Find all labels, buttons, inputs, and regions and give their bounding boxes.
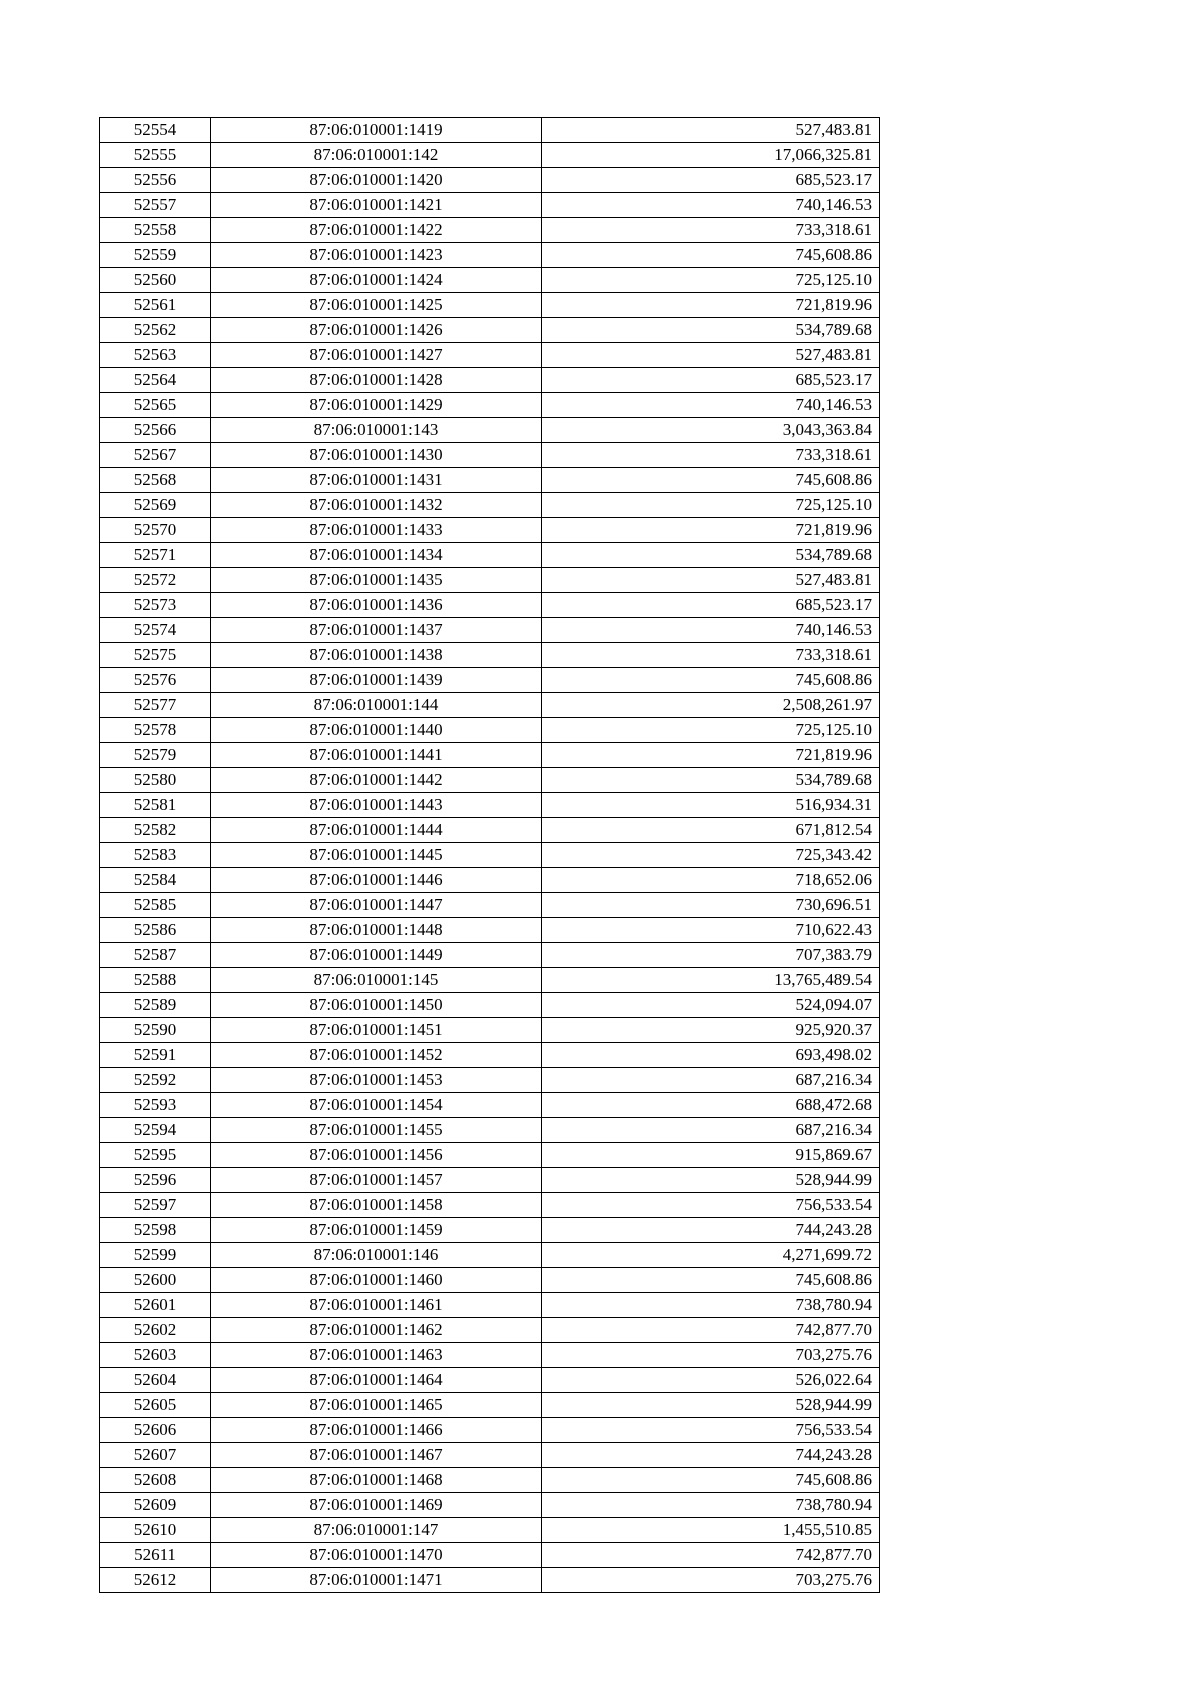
cadastral-value-cell: 534,789.68 (542, 543, 880, 568)
table-row (100, 368, 880, 393)
table-row (100, 1118, 880, 1143)
table-row (100, 668, 880, 693)
cadastral-value-cell: 725,343.42 (542, 843, 880, 868)
table-row (100, 1268, 880, 1293)
cadastral-value-cell: 528,944.99 (542, 1393, 880, 1418)
row-number-cell: 52607 (100, 1443, 211, 1468)
cadastral-number-cell: 87:06:010001:1424 (211, 268, 542, 293)
cadastral-value-cell: 1,455,510.85 (542, 1518, 880, 1543)
cadastral-number-cell: 87:06:010001:146 (211, 1243, 542, 1268)
table-row (100, 1218, 880, 1243)
cadastral-number-cell: 87:06:010001:1430 (211, 443, 542, 468)
table-row (100, 418, 880, 443)
cadastral-number-cell: 87:06:010001:1420 (211, 168, 542, 193)
row-number-cell: 52564 (100, 368, 211, 393)
row-number-cell: 52609 (100, 1493, 211, 1518)
row-number-cell: 52572 (100, 568, 211, 593)
table-row (100, 1193, 880, 1218)
cadastral-number-cell: 87:06:010001:1462 (211, 1318, 542, 1343)
row-number-cell: 52588 (100, 968, 211, 993)
table-row (100, 568, 880, 593)
cadastral-value-cell: 528,944.99 (542, 1168, 880, 1193)
row-number-cell: 52598 (100, 1218, 211, 1243)
table-row (100, 118, 880, 143)
cadastral-value-cell: 744,243.28 (542, 1218, 880, 1243)
cadastral-number-cell: 87:06:010001:1463 (211, 1343, 542, 1368)
row-number-cell: 52554 (100, 118, 211, 143)
cadastral-number-cell: 87:06:010001:145 (211, 968, 542, 993)
cadastral-number-cell: 87:06:010001:1444 (211, 818, 542, 843)
cadastral-value-cell: 687,216.34 (542, 1118, 880, 1143)
cadastral-number-cell: 87:06:010001:144 (211, 693, 542, 718)
cadastral-number-cell: 87:06:010001:1436 (211, 593, 542, 618)
row-number-cell: 52611 (100, 1543, 211, 1568)
table-row (100, 1043, 880, 1068)
cadastral-value-cell: 733,318.61 (542, 443, 880, 468)
cadastral-value-cell: 745,608.86 (542, 668, 880, 693)
row-number-cell: 52558 (100, 218, 211, 243)
cadastral-number-cell: 87:06:010001:1431 (211, 468, 542, 493)
cadastral-value-cell: 745,608.86 (542, 243, 880, 268)
row-number-cell: 52581 (100, 793, 211, 818)
cadastral-value-cell: 17,066,325.81 (542, 143, 880, 168)
row-number-cell: 52577 (100, 693, 211, 718)
cadastral-value-cell: 738,780.94 (542, 1293, 880, 1318)
row-number-cell: 52589 (100, 993, 211, 1018)
row-number-cell: 52591 (100, 1043, 211, 1068)
table-row (100, 593, 880, 618)
cadastral-number-cell: 87:06:010001:1448 (211, 918, 542, 943)
row-number-cell: 52568 (100, 468, 211, 493)
cadastral-number-cell: 87:06:010001:1427 (211, 343, 542, 368)
row-number-cell: 52606 (100, 1418, 211, 1443)
cadastral-value-cell: 524,094.07 (542, 993, 880, 1018)
cadastral-value-cell: 707,383.79 (542, 943, 880, 968)
cadastral-value-cell: 733,318.61 (542, 643, 880, 668)
cadastral-number-cell: 87:06:010001:1428 (211, 368, 542, 393)
cadastral-number-cell: 87:06:010001:1452 (211, 1043, 542, 1068)
table-row (100, 318, 880, 343)
cadastral-number-cell: 87:06:010001:1456 (211, 1143, 542, 1168)
cadastral-number-cell: 87:06:010001:1443 (211, 793, 542, 818)
table-row (100, 693, 880, 718)
table-row (100, 643, 880, 668)
cadastral-number-cell: 87:06:010001:1470 (211, 1543, 542, 1568)
table-row (100, 193, 880, 218)
table-row (100, 143, 880, 168)
cadastral-number-cell: 87:06:010001:1460 (211, 1268, 542, 1293)
cadastral-value-cell: 745,608.86 (542, 1468, 880, 1493)
row-number-cell: 52594 (100, 1118, 211, 1143)
row-number-cell: 52600 (100, 1268, 211, 1293)
cadastral-value-cell: 4,271,699.72 (542, 1243, 880, 1268)
table-row (100, 1343, 880, 1368)
table-row (100, 293, 880, 318)
cadastral-value-cell: 703,275.76 (542, 1568, 880, 1593)
row-number-cell: 52585 (100, 893, 211, 918)
cadastral-number-cell: 87:06:010001:1441 (211, 743, 542, 768)
table-row (100, 918, 880, 943)
row-number-cell: 52573 (100, 593, 211, 618)
cadastral-value-cell: 671,812.54 (542, 818, 880, 843)
table-row (100, 943, 880, 968)
row-number-cell: 52569 (100, 493, 211, 518)
cadastral-value-table (99, 117, 880, 1593)
cadastral-number-cell: 87:06:010001:1453 (211, 1068, 542, 1093)
row-number-cell: 52567 (100, 443, 211, 468)
cadastral-number-cell: 87:06:010001:1465 (211, 1393, 542, 1418)
cadastral-value-cell: 744,243.28 (542, 1443, 880, 1468)
cadastral-number-cell: 87:06:010001:1464 (211, 1368, 542, 1393)
row-number-cell: 52601 (100, 1293, 211, 1318)
row-number-cell: 52570 (100, 518, 211, 543)
row-number-cell: 52555 (100, 143, 211, 168)
row-number-cell: 52604 (100, 1368, 211, 1393)
row-number-cell: 52562 (100, 318, 211, 343)
table-row (100, 243, 880, 268)
table-row (100, 168, 880, 193)
row-number-cell: 52566 (100, 418, 211, 443)
table-row (100, 868, 880, 893)
cadastral-value-cell: 2,508,261.97 (542, 693, 880, 718)
table-row (100, 1293, 880, 1318)
row-number-cell: 52576 (100, 668, 211, 693)
cadastral-value-cell: 725,125.10 (542, 268, 880, 293)
cadastral-value-cell: 738,780.94 (542, 1493, 880, 1518)
row-number-cell: 52596 (100, 1168, 211, 1193)
table-row (100, 1443, 880, 1468)
table-row (100, 968, 880, 993)
cadastral-number-cell: 87:06:010001:1426 (211, 318, 542, 343)
table-row (100, 1143, 880, 1168)
table-row (100, 1243, 880, 1268)
cadastral-number-cell: 87:06:010001:1419 (211, 118, 542, 143)
cadastral-value-cell: 3,043,363.84 (542, 418, 880, 443)
table-row (100, 443, 880, 468)
table-row (100, 1468, 880, 1493)
cadastral-value-cell: 730,696.51 (542, 893, 880, 918)
cadastral-number-cell: 87:06:010001:1438 (211, 643, 542, 668)
row-number-cell: 52597 (100, 1193, 211, 1218)
table-row (100, 1518, 880, 1543)
row-number-cell: 52574 (100, 618, 211, 643)
row-number-cell: 52559 (100, 243, 211, 268)
cadastral-value-cell: 527,483.81 (542, 343, 880, 368)
row-number-cell: 52575 (100, 643, 211, 668)
cadastral-value-cell: 703,275.76 (542, 1343, 880, 1368)
table-row (100, 218, 880, 243)
table-row (100, 1568, 880, 1593)
row-number-cell: 52582 (100, 818, 211, 843)
table-row (100, 1018, 880, 1043)
table-row (100, 1493, 880, 1518)
table-row (100, 743, 880, 768)
cadastral-number-cell: 87:06:010001:1461 (211, 1293, 542, 1318)
cadastral-number-cell: 87:06:010001:1449 (211, 943, 542, 968)
row-number-cell: 52561 (100, 293, 211, 318)
cadastral-number-cell: 87:06:010001:1457 (211, 1168, 542, 1193)
row-number-cell: 52556 (100, 168, 211, 193)
table-row (100, 993, 880, 1018)
cadastral-number-cell: 87:06:010001:143 (211, 418, 542, 443)
table-row (100, 1418, 880, 1443)
cadastral-value-cell: 13,765,489.54 (542, 968, 880, 993)
cadastral-number-cell: 87:06:010001:1425 (211, 293, 542, 318)
cadastral-number-cell: 87:06:010001:1454 (211, 1093, 542, 1118)
cadastral-number-cell: 87:06:010001:1467 (211, 1443, 542, 1468)
cadastral-value-cell: 742,877.70 (542, 1318, 880, 1343)
table-row (100, 1368, 880, 1393)
cadastral-number-cell: 87:06:010001:1432 (211, 493, 542, 518)
cadastral-number-cell: 87:06:010001:1455 (211, 1118, 542, 1143)
cadastral-value-cell: 740,146.53 (542, 193, 880, 218)
row-number-cell: 52571 (100, 543, 211, 568)
cadastral-number-cell: 87:06:010001:1433 (211, 518, 542, 543)
row-number-cell: 52599 (100, 1243, 211, 1268)
table-body (100, 118, 880, 1593)
cadastral-value-cell: 693,498.02 (542, 1043, 880, 1068)
row-number-cell: 52595 (100, 1143, 211, 1168)
cadastral-value-cell: 733,318.61 (542, 218, 880, 243)
cadastral-value-cell: 710,622.43 (542, 918, 880, 943)
table-row (100, 768, 880, 793)
cadastral-value-cell: 527,483.81 (542, 118, 880, 143)
table-row (100, 393, 880, 418)
cadastral-value-cell: 925,920.37 (542, 1018, 880, 1043)
cadastral-value-cell: 721,819.96 (542, 293, 880, 318)
cadastral-number-cell: 87:06:010001:1423 (211, 243, 542, 268)
table-row (100, 268, 880, 293)
cadastral-value-cell: 534,789.68 (542, 318, 880, 343)
table-row (100, 1068, 880, 1093)
row-number-cell: 52602 (100, 1318, 211, 1343)
row-number-cell: 52557 (100, 193, 211, 218)
cadastral-number-cell: 87:06:010001:1445 (211, 843, 542, 868)
cadastral-value-cell: 527,483.81 (542, 568, 880, 593)
table-row (100, 718, 880, 743)
cadastral-number-cell: 87:06:010001:1440 (211, 718, 542, 743)
cadastral-value-cell: 742,877.70 (542, 1543, 880, 1568)
cadastral-value-cell: 718,652.06 (542, 868, 880, 893)
row-number-cell: 52578 (100, 718, 211, 743)
cadastral-number-cell: 87:06:010001:1459 (211, 1218, 542, 1243)
cadastral-number-cell: 87:06:010001:1434 (211, 543, 542, 568)
table-row (100, 468, 880, 493)
table-row (100, 1168, 880, 1193)
cadastral-number-cell: 87:06:010001:1429 (211, 393, 542, 418)
cadastral-number-cell: 87:06:010001:142 (211, 143, 542, 168)
table-row (100, 1093, 880, 1118)
table-row (100, 893, 880, 918)
row-number-cell: 52593 (100, 1093, 211, 1118)
cadastral-value-cell: 685,523.17 (542, 593, 880, 618)
row-number-cell: 52603 (100, 1343, 211, 1368)
cadastral-value-cell: 725,125.10 (542, 493, 880, 518)
row-number-cell: 52579 (100, 743, 211, 768)
cadastral-value-cell: 756,533.54 (542, 1193, 880, 1218)
cadastral-value-cell: 687,216.34 (542, 1068, 880, 1093)
table-row (100, 618, 880, 643)
cadastral-value-cell: 740,146.53 (542, 393, 880, 418)
row-number-cell: 52605 (100, 1393, 211, 1418)
row-number-cell: 52587 (100, 943, 211, 968)
row-number-cell: 52563 (100, 343, 211, 368)
cadastral-value-cell: 534,789.68 (542, 768, 880, 793)
cadastral-number-cell: 87:06:010001:1469 (211, 1493, 542, 1518)
cadastral-value-cell: 725,125.10 (542, 718, 880, 743)
row-number-cell: 52580 (100, 768, 211, 793)
row-number-cell: 52608 (100, 1468, 211, 1493)
row-number-cell: 52590 (100, 1018, 211, 1043)
row-number-cell: 52565 (100, 393, 211, 418)
cadastral-number-cell: 87:06:010001:1421 (211, 193, 542, 218)
cadastral-number-cell: 87:06:010001:1466 (211, 1418, 542, 1443)
table-row (100, 518, 880, 543)
cadastral-number-cell: 87:06:010001:1439 (211, 668, 542, 693)
table-row (100, 543, 880, 568)
cadastral-number-cell: 87:06:010001:1468 (211, 1468, 542, 1493)
cadastral-number-cell: 87:06:010001:1450 (211, 993, 542, 1018)
cadastral-number-cell: 87:06:010001:1422 (211, 218, 542, 243)
table-row (100, 793, 880, 818)
row-number-cell: 52610 (100, 1518, 211, 1543)
cadastral-number-cell: 87:06:010001:1458 (211, 1193, 542, 1218)
row-number-cell: 52560 (100, 268, 211, 293)
table-row (100, 343, 880, 368)
table-row (100, 818, 880, 843)
cadastral-number-cell: 87:06:010001:1471 (211, 1568, 542, 1593)
cadastral-value-cell: 685,523.17 (542, 368, 880, 393)
cadastral-value-cell: 685,523.17 (542, 168, 880, 193)
row-number-cell: 52586 (100, 918, 211, 943)
table-row (100, 1393, 880, 1418)
cadastral-number-cell: 87:06:010001:1451 (211, 1018, 542, 1043)
cadastral-value-cell: 756,533.54 (542, 1418, 880, 1443)
table-row (100, 1318, 880, 1343)
cadastral-value-cell: 526,022.64 (542, 1368, 880, 1393)
cadastral-value-cell: 721,819.96 (542, 743, 880, 768)
row-number-cell: 52592 (100, 1068, 211, 1093)
cadastral-number-cell: 87:06:010001:1437 (211, 618, 542, 643)
cadastral-number-cell: 87:06:010001:1447 (211, 893, 542, 918)
cadastral-number-cell: 87:06:010001:1435 (211, 568, 542, 593)
cadastral-number-cell: 87:06:010001:1446 (211, 868, 542, 893)
cadastral-value-cell: 721,819.96 (542, 518, 880, 543)
cadastral-value-cell: 740,146.53 (542, 618, 880, 643)
table-row (100, 493, 880, 518)
row-number-cell: 52612 (100, 1568, 211, 1593)
table-row (100, 1543, 880, 1568)
cadastral-value-cell: 915,869.67 (542, 1143, 880, 1168)
row-number-cell: 52583 (100, 843, 211, 868)
row-number-cell: 52584 (100, 868, 211, 893)
cadastral-value-cell: 688,472.68 (542, 1093, 880, 1118)
cadastral-number-cell: 87:06:010001:147 (211, 1518, 542, 1543)
cadastral-value-cell: 745,608.86 (542, 1268, 880, 1293)
table-row (100, 843, 880, 868)
cadastral-value-cell: 745,608.86 (542, 468, 880, 493)
cadastral-number-cell: 87:06:010001:1442 (211, 768, 542, 793)
cadastral-value-cell: 516,934.31 (542, 793, 880, 818)
